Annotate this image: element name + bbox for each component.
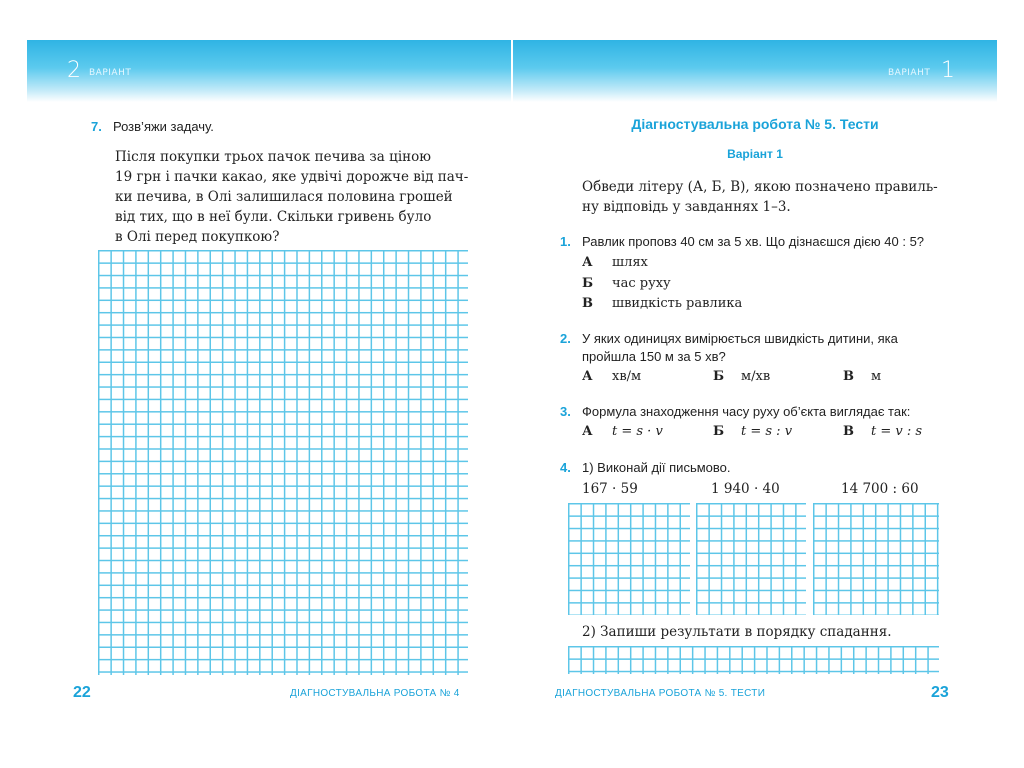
intro-text: ну відповідь у завданнях 1–3.: [582, 199, 791, 215]
q1-number: 1.: [560, 234, 571, 249]
q1-option-text: час руху: [612, 276, 671, 291]
task-7-line: 19 грн і пачки какао, яке удвічі дорожче від пач-: [115, 169, 469, 185]
q1-option-letter[interactable]: Б: [582, 276, 594, 291]
q2-option-letter[interactable]: Б: [713, 369, 725, 384]
q3-number: 3.: [560, 404, 571, 419]
q3-option-letter[interactable]: Б: [713, 424, 725, 439]
left-variant-word: ВАРІАНТ: [89, 68, 132, 78]
q1-text: Равлик проповз 40 см за 5 хв. Що дізнаєшся дією 40 : 5?: [582, 234, 925, 249]
q1-option-text: швидкість равлика: [612, 296, 743, 311]
q3-option-letter[interactable]: В: [843, 424, 854, 439]
q3-text: Формула знаходження часу руху об’єкта виглядає так:: [582, 404, 911, 419]
right-page-number: 23: [931, 684, 949, 701]
q2-option-text: м/хв: [741, 369, 771, 384]
right-page: [513, 40, 997, 720]
task-7-line: ки печива, в Олі залишилася половина грошей: [115, 189, 453, 205]
left-header-band: [27, 40, 511, 102]
left-page-number: 22: [73, 684, 91, 701]
calc-grid-2[interactable]: [696, 503, 806, 615]
answer-grid[interactable]: [98, 250, 468, 675]
q3-option-text: t = v : s: [871, 424, 923, 439]
q2-option-letter[interactable]: В: [843, 369, 854, 384]
q3-option-letter[interactable]: А: [582, 424, 593, 439]
left-variant-number: 2: [67, 58, 81, 83]
q2-option-text: м: [871, 369, 882, 384]
left-page: [27, 40, 511, 720]
intro-text: Обведи літеру (А, Б, В), якою позначено правиль-: [582, 179, 938, 195]
q2-option-letter[interactable]: А: [582, 369, 593, 384]
variant-subtitle: Варіант 1: [727, 147, 783, 161]
q4-number: 4.: [560, 460, 571, 475]
order-answer-grid[interactable]: [568, 646, 939, 674]
calc-grid-3[interactable]: [813, 503, 939, 615]
q4-expression: 1 940 · 40: [711, 481, 780, 497]
q4-expression: 167 · 59: [582, 481, 638, 497]
q3-option-text: t = s · v: [612, 424, 663, 439]
q4-part2: 2) Запиши результати в порядку спадання.: [582, 624, 892, 640]
q4-part1: 1) Виконай дії письмово.: [582, 460, 731, 475]
q2-text: У яких одиницях вимірюється швидкість дитини, яка: [582, 331, 898, 346]
page-title: Діагностувальна робота № 5. Тести: [631, 116, 879, 132]
task-7-line: Після покупки трьох пачок печива за ціною: [115, 149, 432, 165]
task-7-line: в Олі перед покупкою?: [115, 229, 280, 245]
task-7-number: 7.: [91, 119, 102, 134]
task-7-instruction: Розв’яжи задачу.: [113, 119, 214, 134]
q1-option-letter[interactable]: А: [582, 255, 593, 270]
q1-option-text: шлях: [612, 255, 648, 270]
right-variant-number: 1: [941, 58, 955, 83]
right-footer-title: ДІАГНОСТУВАЛЬНА РОБОТА № 5. ТЕСТИ: [555, 688, 766, 699]
right-header-band: [513, 40, 997, 102]
q3-option-text: t = s : v: [741, 424, 793, 439]
q1-option-letter[interactable]: В: [582, 296, 593, 311]
q2-number: 2.: [560, 331, 571, 346]
calc-grid-1[interactable]: [568, 503, 690, 615]
q2-option-text: хв/м: [612, 369, 642, 384]
q4-expression: 14 700 : 60: [841, 481, 919, 497]
left-footer-title: ДІАГНОСТУВАЛЬНА РОБОТА № 4: [290, 688, 460, 699]
q2-text: пройшла 150 м за 5 хв?: [582, 349, 726, 364]
task-7-line: від тих, що в неї були. Скільки гривень було: [115, 209, 432, 225]
right-variant-word: ВАРІАНТ: [888, 68, 931, 78]
